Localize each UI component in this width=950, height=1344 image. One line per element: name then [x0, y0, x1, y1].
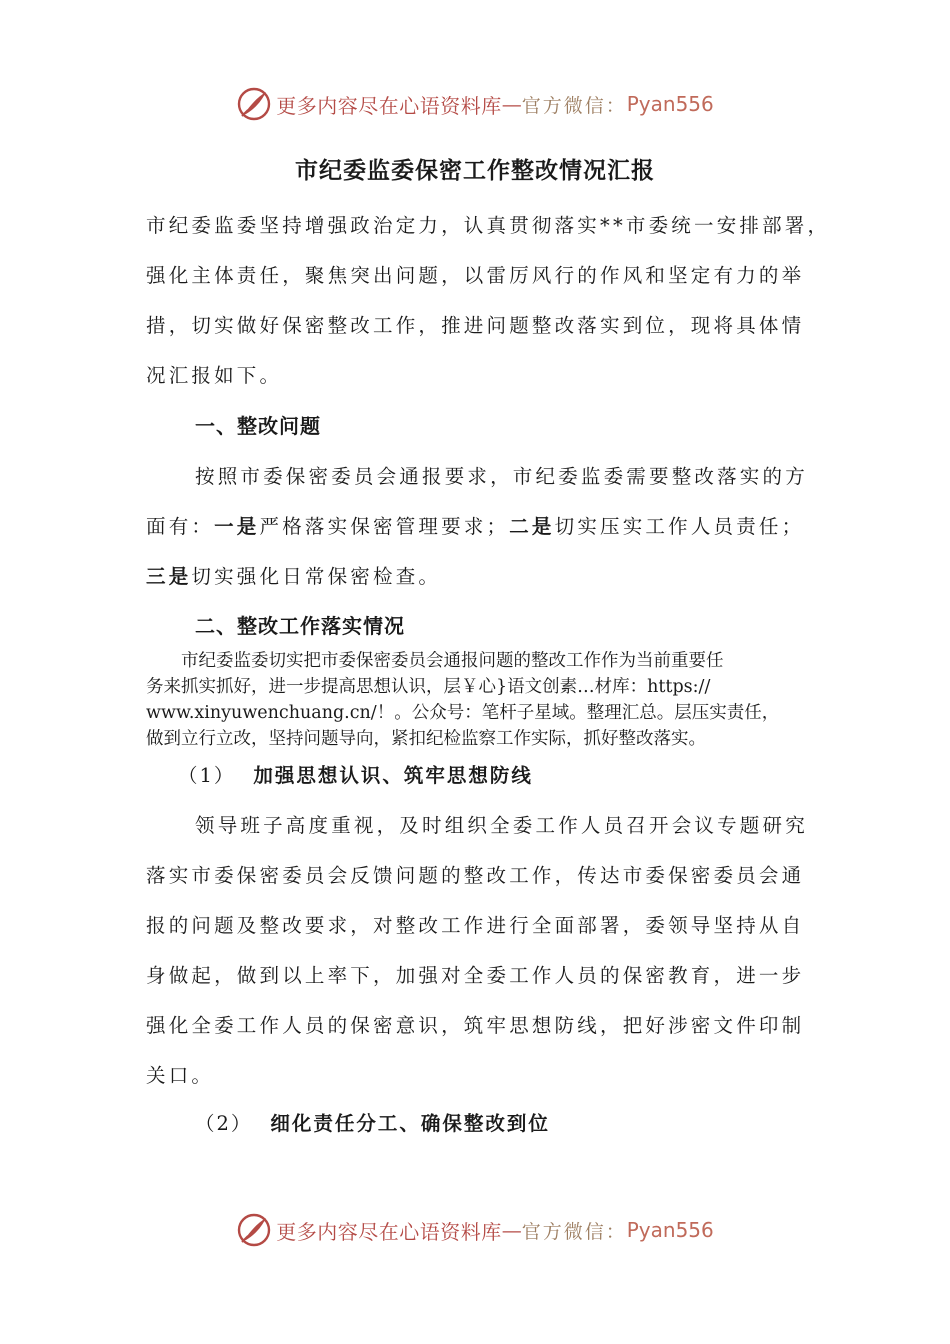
section2-dense-line-4: 做到立行立改，坚持问题导向，紧扣纪检监察工作实际，抓好整改落实。 — [146, 729, 706, 749]
item1-line-4: 身做起，做到以上率下，加强对全委工作人员的保密教育，进一步 — [146, 964, 805, 987]
line2-prefix: 面有： — [146, 515, 215, 538]
intro-line-2: 强化主体责任，聚焦突出问题，以雷厉风行的作风和坚定有力的举 — [146, 264, 805, 287]
section1-heading: 一、整改问题 — [195, 414, 321, 438]
item1-heading — [178, 760, 533, 788]
section1-line-3 — [146, 561, 806, 589]
intro-line-3: 措，切实做好保密整改工作，推进问题整改落实到位，现将具体情 — [146, 314, 805, 337]
banner-wechat-id: Pyan556 — [626, 92, 714, 116]
item1-line-6: 关口。 — [146, 1064, 215, 1087]
point-three-text: 切实强化日常保密检查。 — [191, 565, 442, 588]
banner-main-text: 更多内容尽在心语资料库 — [276, 93, 502, 118]
section2-heading: 二、整改工作落实情况 — [195, 614, 405, 638]
item1-line-2: 落实市委保密委员会反馈问题的整改工作，传达市委保密委员会通 — [146, 864, 805, 887]
section1-line-2 — [146, 511, 806, 539]
item1-title: 加强思想认识、筑牢思想防线 — [253, 764, 533, 787]
section2-dense-line-3: www.xinyuwenchuang.cn/！。公众号：笔杆子星域。整理汇总。层压实责任， — [146, 703, 780, 723]
point-one-label: 一是 — [214, 515, 260, 538]
banner-dash: — — [501, 1218, 522, 1242]
section2-dense-line-2: 务来抓实抓好，进一步提高思想认识，层￥心}语文创素…材库：https:// — [146, 677, 711, 697]
item2-number: （2） — [195, 1112, 253, 1135]
point-three-label: 三是 — [146, 565, 192, 588]
point-two-text: 切实压实工作人员责任； — [554, 515, 805, 538]
quill-pen-icon — [236, 1212, 272, 1248]
item1-line-1: 领导班子高度重视，及时组织全委工作人员召开会议专题研究 — [195, 814, 808, 837]
intro-line-4: 况汇报如下。 — [146, 364, 283, 387]
banner-wechat-label: 官方微信： — [521, 1220, 627, 1243]
item2-title: 细化责任分工、确保整改到位 — [270, 1112, 550, 1135]
quill-pen-icon — [236, 86, 272, 122]
banner-main-text: 更多内容尽在心语资料库 — [276, 1219, 502, 1244]
banner-wechat-label: 官方微信： — [521, 94, 627, 117]
section2-dense-line-1: 市纪委监委切实把市委保密委员会通报问题的整改工作作为当前重要任 — [146, 651, 724, 671]
item1-number: （1） — [178, 764, 236, 787]
banner-dash: — — [501, 92, 522, 116]
footer-banner — [0, 1210, 950, 1250]
point-two-label: 二是 — [509, 515, 555, 538]
section1-line-1: 按照市委保密委员会通报要求，市纪委监委需要整改落实的方 — [195, 465, 808, 488]
banner-wechat-id: Pyan556 — [626, 1218, 714, 1242]
item1-line-5: 强化全委工作人员的保密意识，筑牢思想防线，把好涉密文件印制 — [146, 1014, 805, 1037]
header-banner — [0, 84, 950, 124]
point-one-text: 严格落实保密管理要求； — [259, 515, 510, 538]
item2-heading — [195, 1108, 550, 1136]
intro-line-1: 市纪委监委坚持增强政治定力，认真贯彻落实**市委统一安排部署， — [146, 214, 831, 237]
document-title: 市纪委监委保密工作整改情况汇报 — [295, 158, 655, 184]
item1-line-3: 报的问题及整改要求，对整改工作进行全面部署，委领导坚持从自 — [146, 914, 805, 937]
